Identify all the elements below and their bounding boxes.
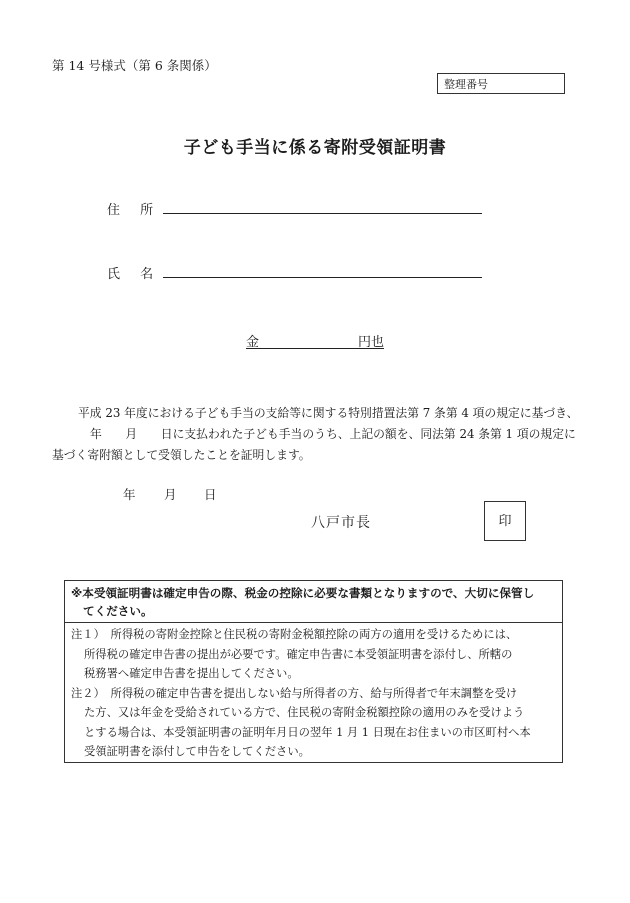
amount-prefix: 金 (246, 335, 260, 350)
reference-number-label: 整理番号 (444, 78, 488, 91)
paragraph-line: 基づく寄附額として受領したことを証明します。 (52, 448, 311, 462)
notice-heading (65, 581, 562, 623)
date-month-label: 月 (164, 487, 177, 502)
notice-heading-line: ※本受領証明書は確定申告の際、税金の控除に必要な書類となりますので、大切に保管し (71, 586, 535, 600)
note-2-line: 受領証明書を添付して申告をしてください。 (84, 745, 310, 758)
note-1-line: 所得税の確定申告書の提出が必要です。確定申告書に本受領証明書を添付し、所轄の (84, 647, 513, 661)
certification-paragraph (52, 403, 582, 466)
note-2-line: た方、又は年金を受給されている方で、住民税の寄附金税額控除の適用のみを受けよう (84, 706, 525, 719)
date-day-label: 日 (204, 487, 217, 502)
note-1-line: 注１） 所得税の寄附金控除と住民税の寄附金税額控除の両方の適用を受けるためには、 (71, 628, 518, 641)
address-label: 住 所 (107, 203, 162, 218)
seal-box (484, 501, 526, 541)
form-number: 第 14 号様式（第 6 条関係） (52, 58, 217, 73)
notice-box (64, 580, 563, 763)
name-label: 氏 名 (107, 267, 162, 282)
issuer-mayor: 八戸市長 (311, 515, 371, 531)
amount-suffix: 円也 (357, 335, 384, 350)
paragraph-line: 平成 23 年度における子ども手当の支給等に関する特別措置法第 7 条第 4 項の規定に基づき、 (78, 406, 579, 420)
note-2-line: とする場合は、本受領証明書の証明年月日の翌年 1 月 1 日現在お住まいの市区町村へ本 (84, 725, 531, 739)
seal-label: 印 (498, 514, 512, 529)
notes (71, 625, 561, 762)
document-title: 子ども手当に係る寄附受領証明書 (183, 138, 447, 158)
note-2-line: 注２） 所得税の確定申告書を提出しない給与所得者の方、給与所得者で年末調整を受け (71, 686, 518, 700)
date-year-label: 年 (123, 487, 136, 502)
name-field[interactable] (163, 277, 482, 278)
note-1-line: 税務署へ確定申告書を提出してください。 (84, 667, 299, 680)
notice-heading-line: てください。 (83, 604, 153, 618)
amount-field[interactable] (246, 331, 384, 349)
reference-number-box[interactable] (437, 73, 565, 94)
address-field[interactable] (163, 213, 482, 214)
paragraph-line: 年 月 日に支払われた子ども手当のうち、上記の額を、同法第 24 条第 1 項の規定に (90, 427, 576, 441)
